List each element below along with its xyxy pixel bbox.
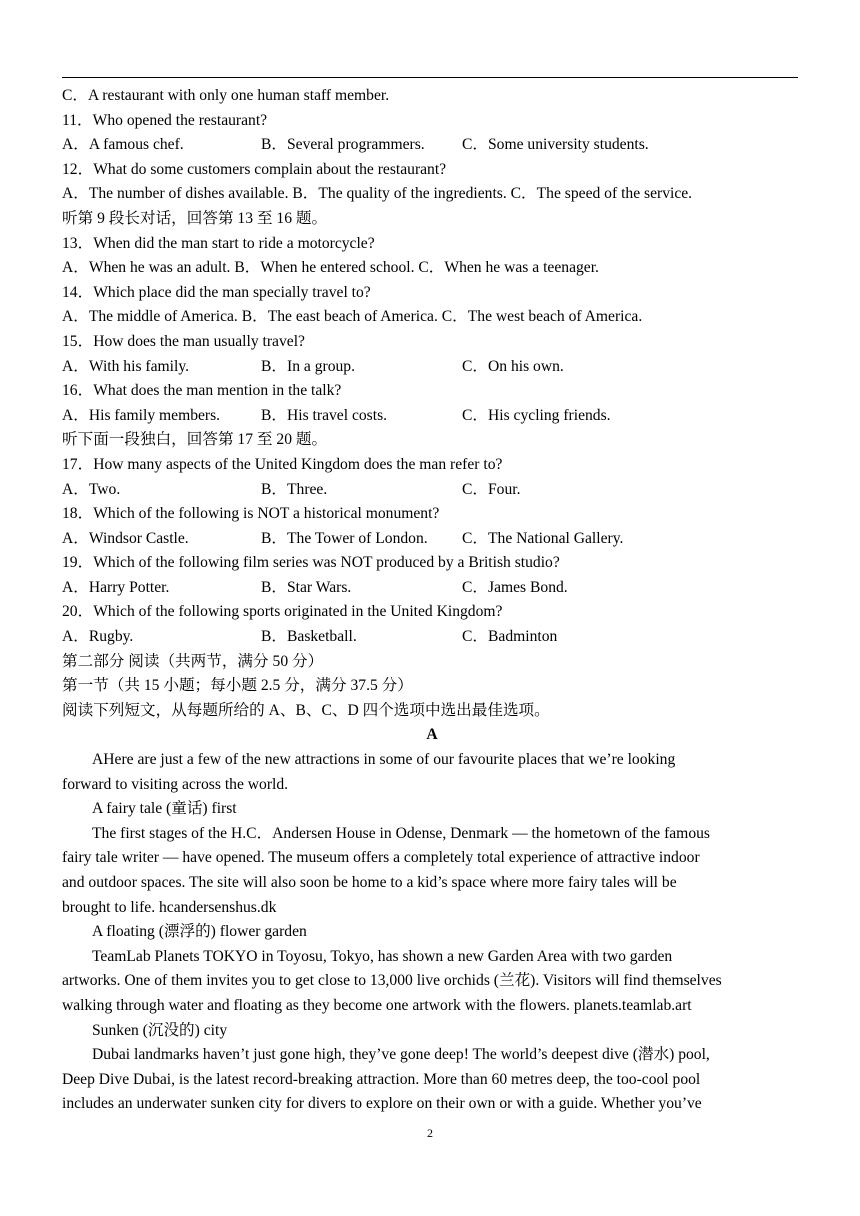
- option-row: [62, 576, 802, 601]
- passage-heading: A: [426, 726, 438, 744]
- option-c: C．His cycling friends.: [462, 406, 611, 424]
- text-line: TeamLab Planets TOKYO in Toyosu, Tokyo, has shown a new Garden Area with two garden: [92, 947, 673, 965]
- option-c: C．James Bond.: [462, 578, 568, 596]
- text-line: 13．When did the man start to ride a motorcycle?: [62, 234, 375, 252]
- text-line: forward to visiting across the world.: [62, 775, 289, 793]
- option-a: A．A famous chef.: [62, 136, 184, 154]
- text-line: 16．What does the man mention in the talk?: [62, 382, 342, 400]
- option-row: [62, 527, 802, 552]
- text-line: 第一节（共 15 小题；每小题 2.5 分，满分 37.5 分）: [62, 677, 413, 695]
- text-line: brought to life. hcandersenshus.dk: [62, 898, 277, 916]
- text-line: 14．Which place did the man specially travel to?: [62, 283, 371, 301]
- option-a: A．Harry Potter.: [62, 578, 170, 596]
- text-line: 听下面一段独白，回答第 17 至 20 题。: [62, 431, 328, 449]
- option-b: B．His travel costs.: [261, 406, 388, 424]
- text-line: 阅读下列短文，从每题所给的 A、B、C、D 四个选项中选出最佳选项。: [62, 701, 550, 719]
- option-a: A．Rugby.: [62, 628, 134, 646]
- option-c: C．On his own.: [462, 357, 564, 375]
- option-b: B．The Tower of London.: [261, 529, 428, 547]
- text-line: A floating (漂浮的) flower garden: [92, 923, 307, 941]
- option-b: B．Star Wars.: [261, 578, 352, 596]
- option-a: A．Two.: [62, 480, 121, 498]
- option-row: [62, 133, 802, 158]
- text-line: Deep Dive Dubai, is the latest record-breaking attraction. More than 60 metres deep, the too-cool pool: [62, 1070, 701, 1088]
- option-b: B．Several programmers.: [261, 136, 425, 154]
- option-row: [62, 404, 802, 429]
- text-line: A．When he was an adult. B．When he entered school. C．When he was a teenager.: [62, 259, 599, 277]
- text-line: A．The middle of America. B．The east beach of America. C．The west beach of America.: [62, 308, 643, 326]
- text-line: The first stages of the H.C．Andersen House in Odense, Denmark — the hometown of the famous: [92, 824, 710, 842]
- option-a: A．With his family.: [62, 357, 189, 375]
- text-line: 12．What do some customers complain about the restaurant?: [62, 160, 447, 178]
- option-a: A．His family members.: [62, 406, 221, 424]
- text-line: A fairy tale (童话) first: [92, 800, 237, 818]
- text-line: A．The number of dishes available. B．The quality of the ingredients. C．The speed of the service.: [62, 185, 693, 203]
- text-line: walking through water and floating as they become one artwork with the flowers. planets.teamlab.art: [62, 996, 692, 1014]
- text-line: 第二部分 阅读（共两节，满分 50 分）: [62, 652, 324, 670]
- page-number: 2: [427, 1126, 433, 1140]
- option-b: B．Basketball.: [261, 628, 357, 646]
- text-line: AHere are just a few of the new attractions in some of our favourite places that we’re looking: [92, 751, 676, 769]
- option-b: B．Three.: [261, 480, 328, 498]
- option-b: B．In a group.: [261, 357, 355, 375]
- option-c: C．The National Gallery.: [462, 529, 624, 547]
- option-c: C．Badminton: [462, 628, 558, 646]
- option-a: A．Windsor Castle.: [62, 529, 189, 547]
- text-line: artworks. One of them invites you to get close to 13,000 live orchids (兰花). Visitors will find themselves: [62, 972, 722, 990]
- text-line: Sunken (沉没的) city: [92, 1021, 228, 1039]
- option-row: [62, 478, 802, 503]
- text-line: 17．How many aspects of the United Kingdom does the man refer to?: [62, 455, 503, 473]
- option-row: [62, 355, 802, 380]
- header-rule: [62, 77, 798, 78]
- text-line: Dubai landmarks haven’t just gone high, they’ve gone deep! The world’s deepest dive (潜水) pool,: [92, 1046, 710, 1064]
- page-content: [62, 84, 802, 1117]
- text-line: includes an underwater sunken city for divers to explore on their own or with a guide. Whether you’ve: [62, 1095, 702, 1113]
- text-line: 18．Which of the following is NOT a historical monument?: [62, 505, 440, 523]
- text-line: 听第 9 段长对话，回答第 13 至 16 题。: [62, 209, 328, 227]
- text-line: 19．Which of the following film series was NOT produced by a British studio?: [62, 554, 560, 572]
- text-line: and outdoor spaces. The site will also soon be home to a kid’s space where more fairy tales will be: [62, 874, 677, 891]
- text-line: C．A restaurant with only one human staff member.: [62, 87, 390, 104]
- option-c: C．Some university students.: [462, 136, 649, 154]
- text-line: 11．Who opened the restaurant?: [62, 111, 268, 129]
- option-c: C．Four.: [462, 480, 521, 498]
- text-line: fairy tale writer — have opened. The museum offers a completely total experience of attractive indoor: [62, 849, 700, 867]
- text-line: 15．How does the man usually travel?: [62, 332, 305, 350]
- text-line: 20．Which of the following sports originated in the United Kingdom?: [62, 603, 503, 621]
- option-row: [62, 625, 802, 650]
